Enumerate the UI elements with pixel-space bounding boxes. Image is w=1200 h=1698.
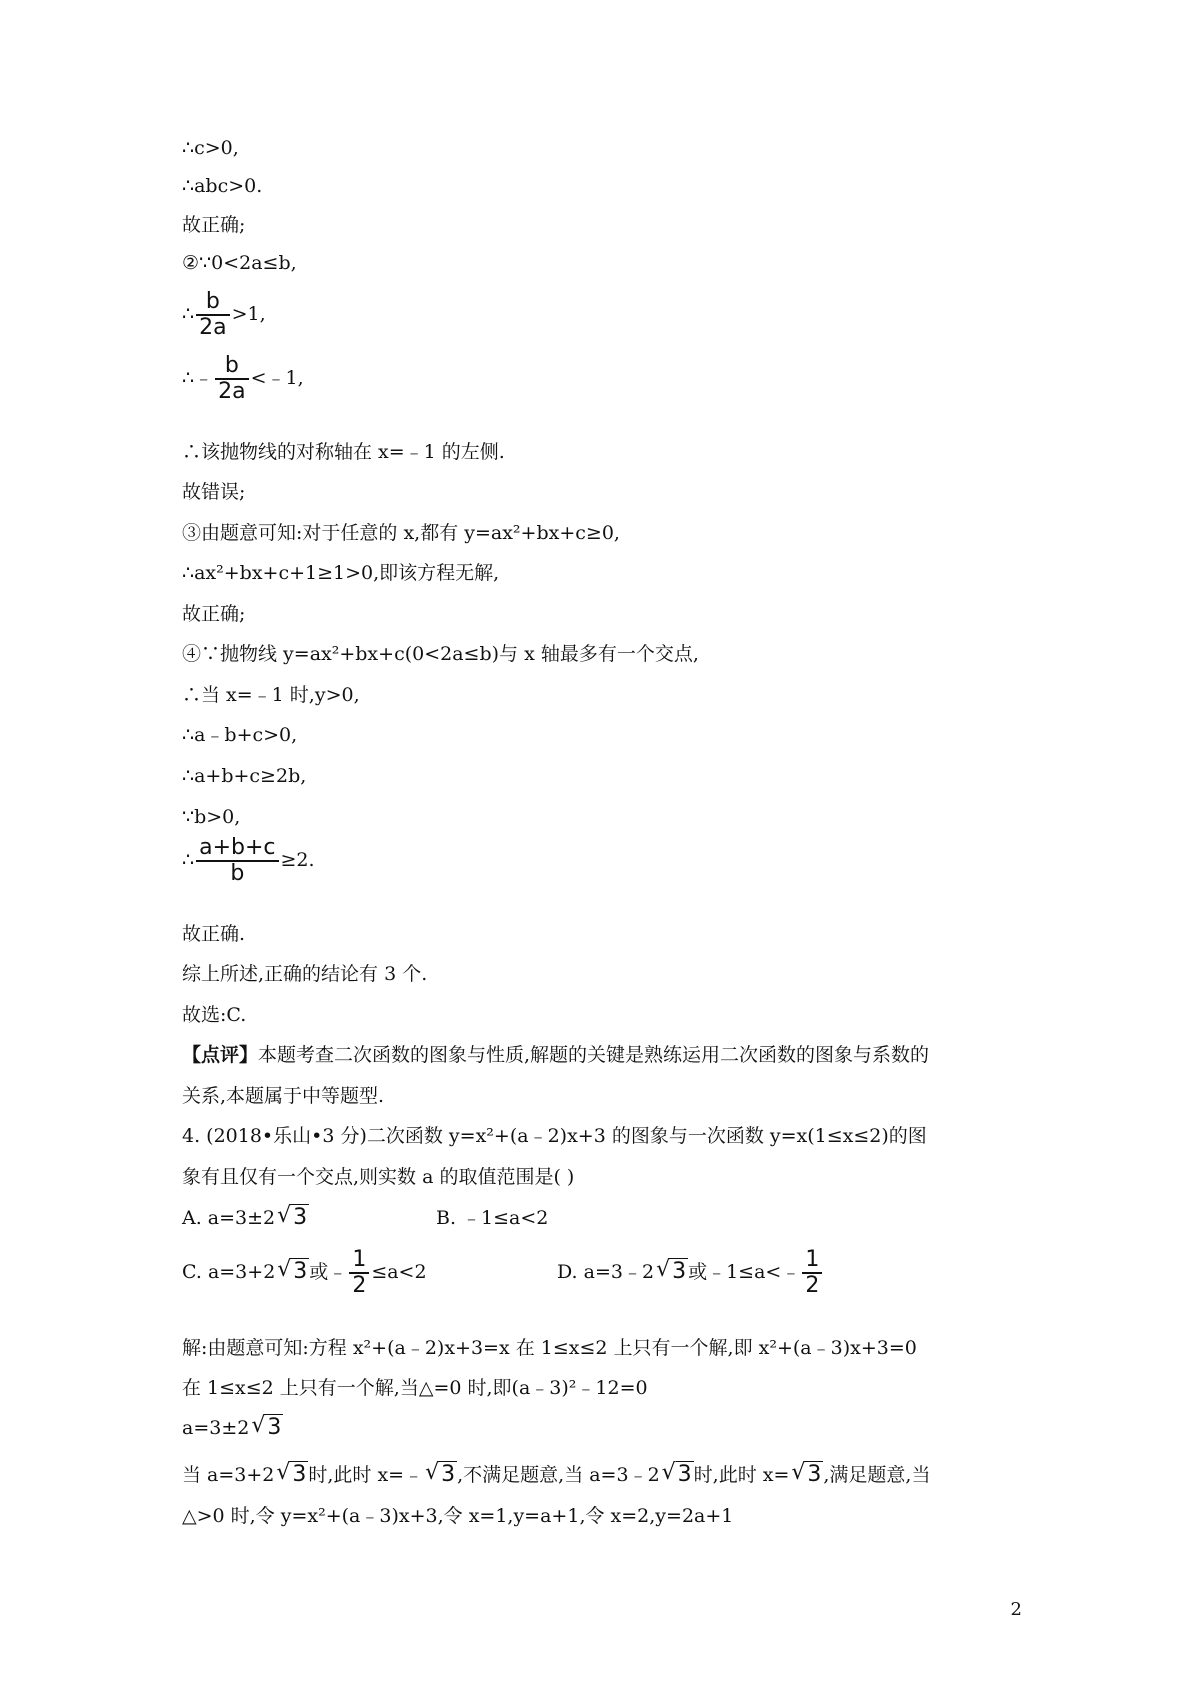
solution-line-3: a=3±2√ 3 <box>182 1416 283 1440</box>
sqrt-3: √ 3 <box>656 1260 688 1284</box>
line-18: 故正确. <box>182 923 246 945</box>
line-13: ∴当 x=﹣1 时,y>0, <box>182 684 360 706</box>
sqrt-3: √ 3 <box>251 1416 283 1440</box>
line-10: ∴ax²+bx+c+1≥1>0,即该方程无解, <box>182 562 500 584</box>
fraction-1-over-2: $\frac{1}{2}$ <box>802 1248 822 1298</box>
line-19: 综上所述,正确的结论有 3 个. <box>182 963 428 985</box>
line-15: ∴a+b+c≥2b, <box>182 765 307 787</box>
option-c: C. a=3+2√ 3 或﹣ $\frac{1}{2}$ ≤a<2 <box>182 1248 427 1298</box>
line-17: ∴ $\frac{a+b+c}{b}$ ≥2. <box>182 835 315 886</box>
question-4-line-2: 象有且仅有一个交点,则实数 a 的取值范围是( ) <box>182 1166 575 1188</box>
solution-line-4: 当 a=3+2√ 3 时,此时 x=﹣√ 3 ,不满足题意,当 a=3﹣2√ 3 时,此时 x=√ 3 ,满足题意,当 <box>182 1463 930 1487</box>
line-11: 故正确; <box>182 603 246 625</box>
fraction-b-over-2a: $\frac{b}{2a}$ <box>196 290 229 340</box>
option-d: D. a=3﹣2√ 3 或﹣1≤a<﹣ $\frac{1}{2}$ <box>557 1248 824 1298</box>
line-8: 故错误; <box>182 481 246 503</box>
line-6: ∴﹣ $\frac{b}{2a}$ <﹣1, <box>182 353 304 404</box>
sqrt-3: √ 3 <box>276 1463 308 1487</box>
option-b: B. ﹣1≤a<2 <box>436 1207 549 1229</box>
option-a: A. a=3±2√ 3 <box>182 1206 309 1230</box>
line-21: 【点评】本题考查二次函数的图象与性质,解题的关键是熟练运用二次函数的图象与系数的 <box>182 1044 930 1066</box>
sqrt-3: √ 3 <box>425 1463 457 1487</box>
fraction-abc-over-b: $\frac{a+b+c}{b}$ <box>196 836 278 886</box>
sqrt-3: √ 3 <box>277 1206 309 1230</box>
page-number: 2 <box>1010 1599 1022 1620</box>
solution-line-1: 解:由题意可知:方程 x²+(a﹣2)x+3=x 在 1≤x≤2 上只有一个解,即 x²+(a﹣3)x+3=0 <box>182 1337 917 1359</box>
sqrt-3: √ 3 <box>662 1463 694 1487</box>
line-22: 关系,本题属于中等题型. <box>182 1085 385 1107</box>
line-4: ②∵0<2a≤b, <box>182 252 297 274</box>
sqrt-3: √ 3 <box>791 1463 823 1487</box>
line-14: ∴a﹣b+c>0, <box>182 724 298 746</box>
line-7: ∴该抛物线的对称轴在 x=﹣1 的左侧. <box>182 441 505 463</box>
line-2: ∴abc>0. <box>182 175 263 197</box>
line-16: ∵b>0, <box>182 806 241 828</box>
line-3: 故正确; <box>182 214 246 236</box>
line-1: ∴c>0, <box>182 137 239 159</box>
fraction-b-over-2a-neg: $\frac{b}{2a}$ <box>215 354 248 404</box>
fraction-1-over-2: $\frac{1}{2}$ <box>349 1248 369 1298</box>
line-20: 故选:C. <box>182 1004 247 1026</box>
solution-line-5: △>0 时,令 y=x²+(a﹣3)x+3,令 x=1,y=a+1,令 x=2,y=2a+1 <box>182 1505 734 1527</box>
solution-line-2: 在 1≤x≤2 上只有一个解,当△=0 时,即(a﹣3)²﹣12=0 <box>182 1377 648 1399</box>
line-12: ④∵抛物线 y=ax²+bx+c(0<2a≤b)与 x 轴最多有一个交点, <box>182 643 699 665</box>
question-4-line-1: 4. (2018•乐山•3 分)二次函数 y=x²+(a﹣2)x+3 的图象与一次函数 y=x(1≤x≤2)的图 <box>182 1125 927 1147</box>
line-5: ∴ $\frac{b}{2a}$ >1, <box>182 289 266 340</box>
sqrt-3: √ 3 <box>277 1260 309 1284</box>
line-9: ③由题意可知:对于任意的 x,都有 y=ax²+bx+c≥0, <box>182 522 620 544</box>
